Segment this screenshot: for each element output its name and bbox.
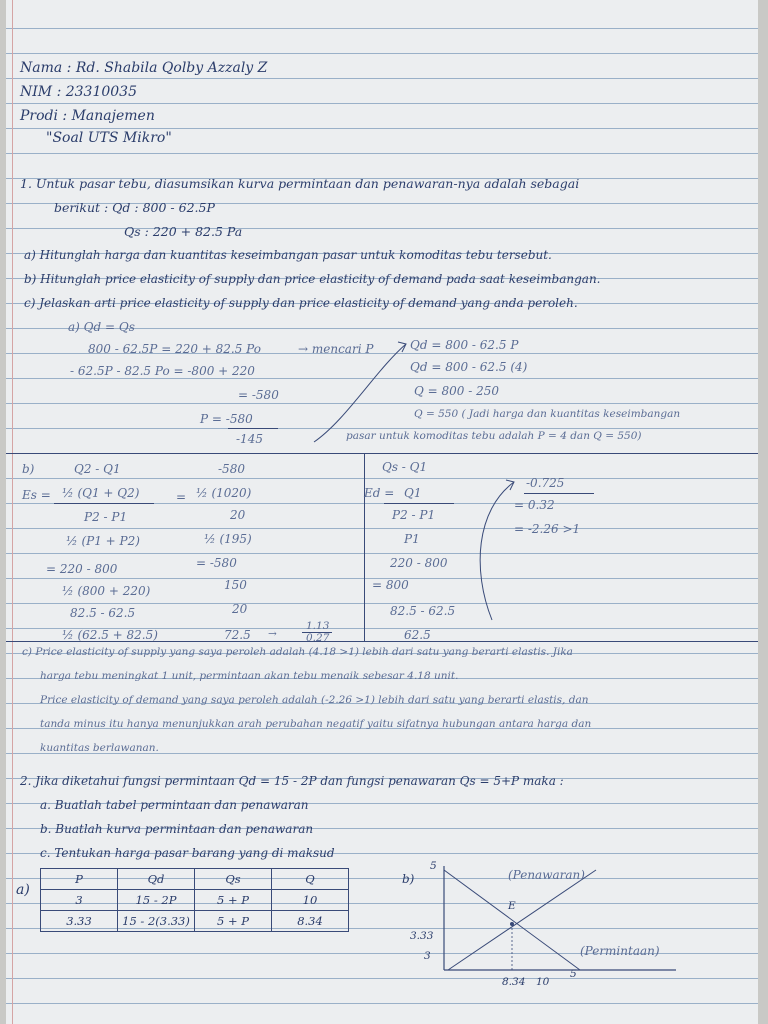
- section-divider-mid: [364, 453, 365, 641]
- ans-a-line6: -145: [236, 432, 263, 446]
- es-eq-sign: =: [176, 490, 187, 504]
- ed-p: P2 - P1: [392, 508, 436, 522]
- es-result-arrow: →: [268, 628, 277, 640]
- student-nim: NIM : 23310035: [20, 84, 137, 100]
- x-tick-2: 10: [536, 976, 550, 988]
- x-tick-3: 5: [570, 968, 577, 980]
- ed-top: Qs - Q1: [382, 460, 428, 474]
- es-m1: -580: [218, 462, 245, 476]
- document-title: "Soal UTS Mikro": [46, 130, 172, 146]
- q1-demand: berikut : Qd : 800 - 62.5P: [54, 200, 215, 215]
- es-e1: = 220 - 800: [46, 562, 118, 576]
- ans-a-right2: Qd = 800 - 62.5 (4): [410, 360, 528, 374]
- ans-a-right5: pasar untuk komoditas tebu adalah P = 4 dan Q = 550): [346, 430, 642, 442]
- x-tick-1: 8.34: [502, 976, 526, 988]
- table-cell: 10: [272, 890, 349, 911]
- table-cell: 5 + P: [195, 890, 272, 911]
- q1-supply: Qs : 220 + 82.5 Pa: [124, 224, 243, 239]
- ed-v4: 62.5: [404, 628, 431, 642]
- q2-intro: 2. Jika diketahui fungsi permintaan Qd = 15 - 2P dan fungsi penawaran Qs = 5+P maka :: [20, 774, 564, 788]
- link-arrow: [306, 330, 416, 450]
- es-n3: 20: [232, 602, 248, 616]
- ans-c-line4: tanda minus itu hanya menunjukkan arah perubahan negatif yaitu sifatnya hubungan antara harga dan: [40, 718, 592, 730]
- ed-v3: 82.5 - 62.5: [390, 604, 456, 618]
- es-numerator: Q2 - Q1: [74, 462, 121, 476]
- es-m4: ½ (195): [204, 532, 252, 546]
- q2-part-c: c. Tentukan harga pasar barang yang di maksud: [40, 846, 335, 860]
- ans-c-line1: c) Price elasticity of supply yang saya peroleh adalah (4.18 >1) lebih dari satu yang berarti elastis. Jika: [22, 646, 573, 658]
- table-cell: 8.34: [272, 911, 349, 932]
- ed-fraction-bar: [384, 503, 454, 504]
- ans-a-line4: = -580: [238, 388, 279, 402]
- es-n4: 72.5: [224, 628, 251, 642]
- es-e2: ½ (800 + 220): [62, 584, 151, 598]
- ed-res-bar: [524, 493, 594, 494]
- ans-a-line1: a) Qd = Qs: [68, 320, 135, 334]
- ed-res3: = -2.26 >1: [514, 522, 581, 536]
- q1-part-c: c) Jelaskan arti price elasticity of supply dan price elasticity of demand yang anda peroleh.: [24, 296, 578, 310]
- table-cell: 15 - 2(3.33): [118, 911, 195, 932]
- es-e4: ½ (62.5 + 82.5): [62, 628, 158, 642]
- table-row: [41, 911, 349, 932]
- table-header-row: [41, 869, 349, 890]
- ans-c-line2: harga tebu meningkat 1 unit, permintaan akan tebu menaik sebesar 4.18 unit.: [40, 670, 459, 682]
- supply-label: (Penawaran): [508, 868, 585, 882]
- margin-line: [12, 0, 13, 1024]
- table-cell: 3: [41, 890, 118, 911]
- es-half-q: ½ (Q1 + Q2): [62, 486, 140, 500]
- ed-q: Q1: [404, 486, 422, 500]
- ans-a-line3: - 62.5P - 82.5 Po = -800 + 220: [70, 364, 255, 378]
- ed-link-arrow: [462, 470, 526, 630]
- es-e3: 82.5 - 62.5: [70, 606, 136, 620]
- ed-res2: = 0.32: [514, 498, 555, 512]
- ed-p1: P1: [404, 532, 420, 546]
- ed-v1: 220 - 800: [390, 556, 448, 570]
- demand-label: (Permintaan): [580, 944, 660, 958]
- es-n2: 150: [224, 578, 247, 592]
- ans-b-label: b): [22, 462, 35, 476]
- es-n1: = -580: [196, 556, 237, 570]
- es-p-diff: P2 - P1: [84, 510, 128, 524]
- q1-intro: 1. Untuk pasar tebu, diasumsikan kurva permintaan dan penawaran-nya adalah sebagai: [20, 176, 580, 191]
- ans-a-right3: Q = 800 - 250: [414, 384, 500, 398]
- ans-c-line5: kuantitas berlawanan.: [40, 742, 159, 754]
- ans-a-right4: Q = 550 ( Jadi harga dan kuantitas keseimbangan: [414, 408, 681, 420]
- table-cell: 5 + P: [195, 911, 272, 932]
- q2-part-a: a. Buatlah tabel permintaan dan penawaran: [40, 798, 309, 812]
- table-cell: 15 - 2P: [118, 890, 195, 911]
- y-tick-low: 3: [424, 950, 431, 962]
- ans-c-line3: Price elasticity of demand yang saya peroleh adalah (-2.26 >1) lebih dari satu yang berarti elastis, dan: [40, 694, 589, 706]
- table-label: a): [16, 882, 30, 898]
- ans-a-line2: 800 - 62.5P = 220 + 82.5 Po: [88, 342, 261, 356]
- notebook-page: [6, 0, 758, 1024]
- q2-part-b: b. Buatlah kurva permintaan dan penawaran: [40, 822, 314, 836]
- es-m2: ½ (1020): [196, 486, 252, 500]
- supply-curve: [448, 870, 596, 970]
- ans-a-arrow: → mencari P: [298, 342, 374, 356]
- section-divider-top: [6, 453, 758, 454]
- student-name: Nama : Rd. Shabila Qolby Azzaly Z: [20, 60, 268, 76]
- fraction-bar: [228, 428, 278, 429]
- ed-label: Ed =: [364, 486, 395, 500]
- ans-a-line5: P = -580: [200, 412, 253, 426]
- demand-curve: [444, 870, 580, 970]
- es-fraction-bar: [54, 503, 154, 504]
- q1-part-b: b) Hitunglah price elasticity of supply dan price elasticity of demand pada saat keseimbangan.: [24, 272, 601, 286]
- ed-v2: = 800: [372, 578, 409, 592]
- y-tick-top: 5: [430, 860, 437, 872]
- table-cell: 3.33: [41, 911, 118, 932]
- ed-res1: -0.725: [526, 476, 565, 490]
- es-result-num: 1.13: [306, 620, 330, 632]
- table-header-cell: Qs: [195, 869, 272, 890]
- table-row: [41, 890, 349, 911]
- es-result-den: 0.27: [306, 632, 330, 644]
- q1-part-a: a) Hitunglah harga dan kuantitas keseimbangan pasar untuk komoditas tebu tersebut.: [24, 248, 552, 262]
- table-header-cell: Q: [272, 869, 349, 890]
- table-header-cell: P: [41, 869, 118, 890]
- ans-a-right1: Qd = 800 - 62.5 P: [410, 338, 519, 352]
- es-m3: 20: [230, 508, 246, 522]
- student-prodi: Prodi : Manajemen: [20, 108, 155, 124]
- table-header-cell: Qd: [118, 869, 195, 890]
- es-label: Es =: [22, 488, 51, 502]
- demand-supply-table: [40, 868, 349, 932]
- y-tick-mid: 3.33: [410, 930, 434, 942]
- es-half-p: ½ (P1 + P2): [66, 534, 140, 548]
- graph-label: b): [402, 872, 415, 886]
- equilibrium-label: E: [508, 900, 516, 912]
